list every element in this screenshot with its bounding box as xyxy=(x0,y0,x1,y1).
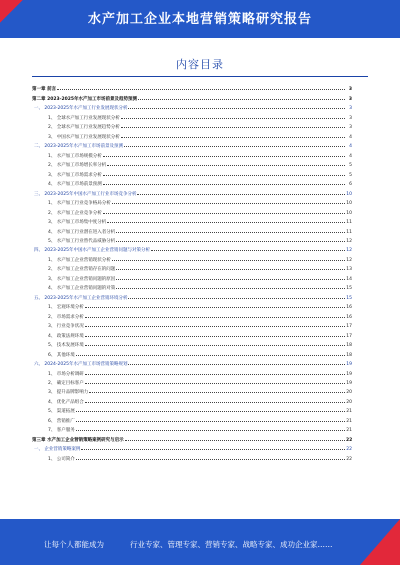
toc-leader-dots xyxy=(57,88,345,90)
toc-entry[interactable] xyxy=(32,329,352,338)
toc-entry-label: 4、 水产加工企业营销问题的对策 xyxy=(48,286,116,292)
toc-entry-label: 3、 行业竞争状况 xyxy=(48,324,84,330)
toc-leader-dots xyxy=(128,107,345,109)
toc-entry[interactable] xyxy=(32,405,352,414)
toc-entry-label: 2、 水产加工市场增长率分析 xyxy=(48,163,107,169)
toc-entry-label: 1、 全球水产加工行业发展现状分析 xyxy=(48,115,120,121)
toc-entry[interactable] xyxy=(32,111,352,120)
toc-entry[interactable] xyxy=(32,197,352,206)
toc-entry[interactable] xyxy=(32,320,352,329)
toc-entry-label: 4、 优化产品组合 xyxy=(48,399,84,405)
toc-entry-page: 20 xyxy=(346,390,352,396)
toc-leader-dots xyxy=(76,354,345,356)
toc-entry-page: 22 xyxy=(346,447,352,453)
toc-leader-dots xyxy=(85,306,345,308)
toc-entry-page: 22 xyxy=(346,456,352,462)
toc-entry-label: 3、 中国水产加工行业发展现状分析 xyxy=(48,134,120,140)
toc-entry[interactable] xyxy=(32,386,352,395)
toc-leader-dots xyxy=(112,259,345,261)
toc-entry[interactable] xyxy=(32,178,352,187)
toc-entry[interactable] xyxy=(32,443,352,452)
toc-entry[interactable] xyxy=(32,216,352,225)
toc-entry-page: 19 xyxy=(346,381,352,386)
toc-entry-label: 1、 水产加工行业竞争格局分析 xyxy=(48,201,111,207)
toc-entry[interactable] xyxy=(32,140,352,149)
toc-entry-page: 19 xyxy=(346,371,352,377)
toc-leader-dots xyxy=(116,278,345,280)
toc-entry-page: 3 xyxy=(349,125,352,131)
toc-entry[interactable] xyxy=(32,263,352,272)
toc-entry-page: 5 xyxy=(349,163,352,169)
toc-entry-label: 二、 2023-2025年水产加工市场前景及预测 xyxy=(34,144,123,150)
toc-entry-page: 18 xyxy=(346,352,352,358)
toc-entry-page: 20 xyxy=(346,399,352,405)
toc-leader-dots xyxy=(89,391,345,393)
toc-entry-label: 2、 全球水产加工行业发展趋势分析 xyxy=(48,125,120,131)
toc-entry-page: 10 xyxy=(346,191,352,197)
toc-leader-dots xyxy=(107,164,345,166)
toc-entry[interactable] xyxy=(32,291,352,300)
toc-entry-page: 18 xyxy=(346,343,352,349)
toc-entry[interactable] xyxy=(32,225,352,234)
toc-entry[interactable] xyxy=(32,339,352,348)
toc-leader-dots xyxy=(76,410,345,412)
toc-entry[interactable] xyxy=(32,187,352,196)
report-header xyxy=(0,0,400,38)
toc-entry-page: 10 xyxy=(346,201,352,207)
toc-entry[interactable] xyxy=(32,83,352,92)
toc-leader-dots xyxy=(128,297,345,299)
toc-entry-page: 16 xyxy=(346,305,352,311)
toc-leader-dots xyxy=(121,117,345,119)
toc-entry-label: 2、 水产加工企业营销存在的问题 xyxy=(48,267,116,273)
toc-entry[interactable] xyxy=(32,414,352,423)
toc-leader-dots xyxy=(112,202,345,204)
toc-leader-dots xyxy=(128,363,345,365)
toc-entry[interactable] xyxy=(32,377,352,386)
toc-leader-dots xyxy=(124,145,345,147)
toc-entry[interactable] xyxy=(32,358,352,367)
toc-entry[interactable] xyxy=(32,235,352,244)
toc-entry-label: 第二章 2023-2025年水产加工市场前景及趋势预测 xyxy=(32,96,137,102)
toc-entry-label: 5、 渠道拓展 xyxy=(48,409,75,415)
toc-entry-page: 3 xyxy=(348,96,352,102)
toc-leader-dots xyxy=(121,126,345,128)
toc-leader-dots xyxy=(116,240,345,242)
toc-entry[interactable] xyxy=(32,244,352,253)
toc-leader-dots xyxy=(103,212,345,214)
toc-entry[interactable] xyxy=(32,102,352,111)
toc-leader-dots xyxy=(81,448,345,450)
toc-entry-page: 11 xyxy=(346,229,352,235)
toc-entry-label: 5、 技术发展环境 xyxy=(48,343,84,349)
toc-leader-dots xyxy=(116,268,345,270)
toc-leader-dots xyxy=(76,420,345,422)
toc-leader-dots xyxy=(76,429,345,431)
toc-leader-dots xyxy=(138,98,345,100)
toc-leader-dots xyxy=(85,382,345,384)
toc-entry-page: 3 xyxy=(349,115,352,121)
table-of-contents xyxy=(32,83,352,462)
toc-entry[interactable] xyxy=(32,159,352,168)
footer-roles: 行业专家、管理专家、营销专家、战略专家、成功企业家…… xyxy=(130,540,333,549)
toc-entry-label: 6、 营销推广 xyxy=(48,418,75,424)
toc-entry[interactable] xyxy=(32,433,352,442)
toc-entry-label: 第一章 前言 xyxy=(32,87,57,93)
toc-entry-page: 21 xyxy=(346,428,352,434)
toc-entry-page: 3 xyxy=(349,106,352,112)
toc-entry-page: 21 xyxy=(346,418,352,424)
toc-entry-label: 4、 政策法规环境 xyxy=(48,333,84,339)
toc-entry-page: 4 xyxy=(349,134,352,140)
toc-leader-dots xyxy=(103,155,345,157)
toc-leader-dots xyxy=(103,183,345,185)
toc-entry-label: 6、 其他环境 xyxy=(48,352,75,358)
toc-leader-dots xyxy=(151,249,345,251)
toc-entry[interactable] xyxy=(32,130,352,139)
toc-leader-dots xyxy=(103,174,345,176)
toc-entry[interactable] xyxy=(32,282,352,291)
toc-entry-label: 5、 水产加工行业替代品威胁分析 xyxy=(48,238,116,244)
toc-entry-label: 3、 水产加工市场需求分析 xyxy=(48,172,102,178)
toc-entry-label: 三、 2023-2025年中国水产加工行业市场竞争分析 xyxy=(34,191,137,197)
toc-leader-dots xyxy=(85,316,345,318)
toc-entry[interactable] xyxy=(32,367,352,376)
toc-entry-page: 4 xyxy=(349,153,352,159)
toc-entry[interactable] xyxy=(32,149,352,158)
toc-entry-page: 12 xyxy=(346,248,352,254)
toc-leader-dots xyxy=(116,231,345,233)
toc-entry-label: 3、 水产加工市场集中度分析 xyxy=(48,220,107,226)
toc-entry[interactable] xyxy=(32,424,352,433)
toc-entry-label: 1、 公司简介 xyxy=(48,456,75,462)
toc-entry-label: 1、 水产加工企业营销现状分析 xyxy=(48,257,111,263)
toc-entry-page: 10 xyxy=(346,210,352,216)
toc-entry-label: 一、 2023-2025年水产加工行业发展现状分析 xyxy=(34,106,128,112)
toc-entry[interactable] xyxy=(32,348,352,357)
toc-title: 内容目录 xyxy=(176,58,224,71)
report-title: 水产加工企业本地营销策略研究报告 xyxy=(87,12,312,27)
toc-entry-page: 11 xyxy=(346,220,352,226)
toc-entry-page: 6 xyxy=(349,182,352,188)
toc-entry[interactable] xyxy=(32,301,352,310)
toc-leader-dots xyxy=(107,221,345,223)
toc-entry-page: 3 xyxy=(348,87,352,93)
toc-entry-label: 1、 水产加工市场规模分析 xyxy=(48,153,102,159)
toc-entry-label: 4、 水产加工行业潜在进入者分析 xyxy=(48,229,116,235)
toc-entry-label: 四、 2023-2025年中国水产加工企业营销问题与对策分析 xyxy=(34,248,150,254)
toc-leader-dots xyxy=(85,325,345,327)
toc-entry-label: 1、 市场分析调研 xyxy=(48,371,84,377)
toc-leader-dots xyxy=(121,136,345,138)
footer-slogan: 让每个人都能成为 xyxy=(44,540,104,549)
toc-entry-label: 3、 水产加工企业营销问题的原因 xyxy=(48,276,116,282)
toc-entry-page: 5 xyxy=(349,172,352,178)
toc-leader-dots xyxy=(85,344,345,346)
toc-entry[interactable] xyxy=(32,92,352,101)
toc-entry-page: 12 xyxy=(346,238,352,244)
toc-leader-dots xyxy=(76,458,345,460)
toc-entry-page: 17 xyxy=(346,333,352,339)
toc-entry-label: 2、 确定目标客户 xyxy=(48,381,84,386)
toc-entry-page: 12 xyxy=(346,257,352,263)
report-footer xyxy=(0,519,400,565)
toc-entry-page: 14 xyxy=(346,276,352,282)
toc-entry[interactable] xyxy=(32,310,352,319)
toc-title-divider xyxy=(32,76,368,77)
toc-entry-label: 一、 企业营销策略案例 xyxy=(34,447,81,453)
toc-entry-page: 4 xyxy=(349,144,352,150)
toc-entry-label: 1、 宏观环境分析 xyxy=(48,305,84,311)
toc-entry-label: 7、 客户服务 xyxy=(48,428,75,434)
toc-entry[interactable] xyxy=(32,206,352,215)
toc-entry-label: 第三章 水产加工企业营销策略案例研究与启示 xyxy=(32,437,124,443)
toc-entry-label: 五、 2023-2025年水产加工企业营销环境分析 xyxy=(34,295,128,301)
toc-entry-label: 4、 水产加工市场前景预测 xyxy=(48,182,102,188)
toc-entry[interactable] xyxy=(32,395,352,404)
toc-entry-label: 六、 2024-2025年水产加工市场营销策略规划 xyxy=(34,362,128,368)
footer-red-accent xyxy=(360,519,400,565)
toc-entry-page: 22 xyxy=(346,437,353,443)
toc-leader-dots xyxy=(137,193,345,195)
toc-entry-page: 16 xyxy=(346,314,352,320)
toc-entry[interactable] xyxy=(32,272,352,281)
toc-entry[interactable] xyxy=(32,121,352,130)
toc-entry-page: 21 xyxy=(346,409,352,415)
toc-entry-label: 2、 市场需求分析 xyxy=(48,314,84,320)
toc-entry[interactable] xyxy=(32,452,352,461)
toc-entry-page: 15 xyxy=(346,286,352,292)
toc-entry-page: 15 xyxy=(346,295,352,301)
toc-entry-page: 19 xyxy=(346,362,352,368)
toc-leader-dots xyxy=(125,439,345,441)
toc-entry-label: 3、 提升品牌影响力 xyxy=(48,390,89,396)
toc-leader-dots xyxy=(85,373,345,375)
toc-entry-page: 13 xyxy=(346,267,352,273)
toc-entry[interactable] xyxy=(32,168,352,177)
toc-entry[interactable] xyxy=(32,253,352,262)
toc-entry-page: 17 xyxy=(346,324,352,330)
toc-leader-dots xyxy=(85,401,345,403)
toc-entry-label: 2、 水产加工企业竞争分析 xyxy=(48,210,102,216)
toc-leader-dots xyxy=(116,287,345,289)
toc-leader-dots xyxy=(85,335,345,337)
